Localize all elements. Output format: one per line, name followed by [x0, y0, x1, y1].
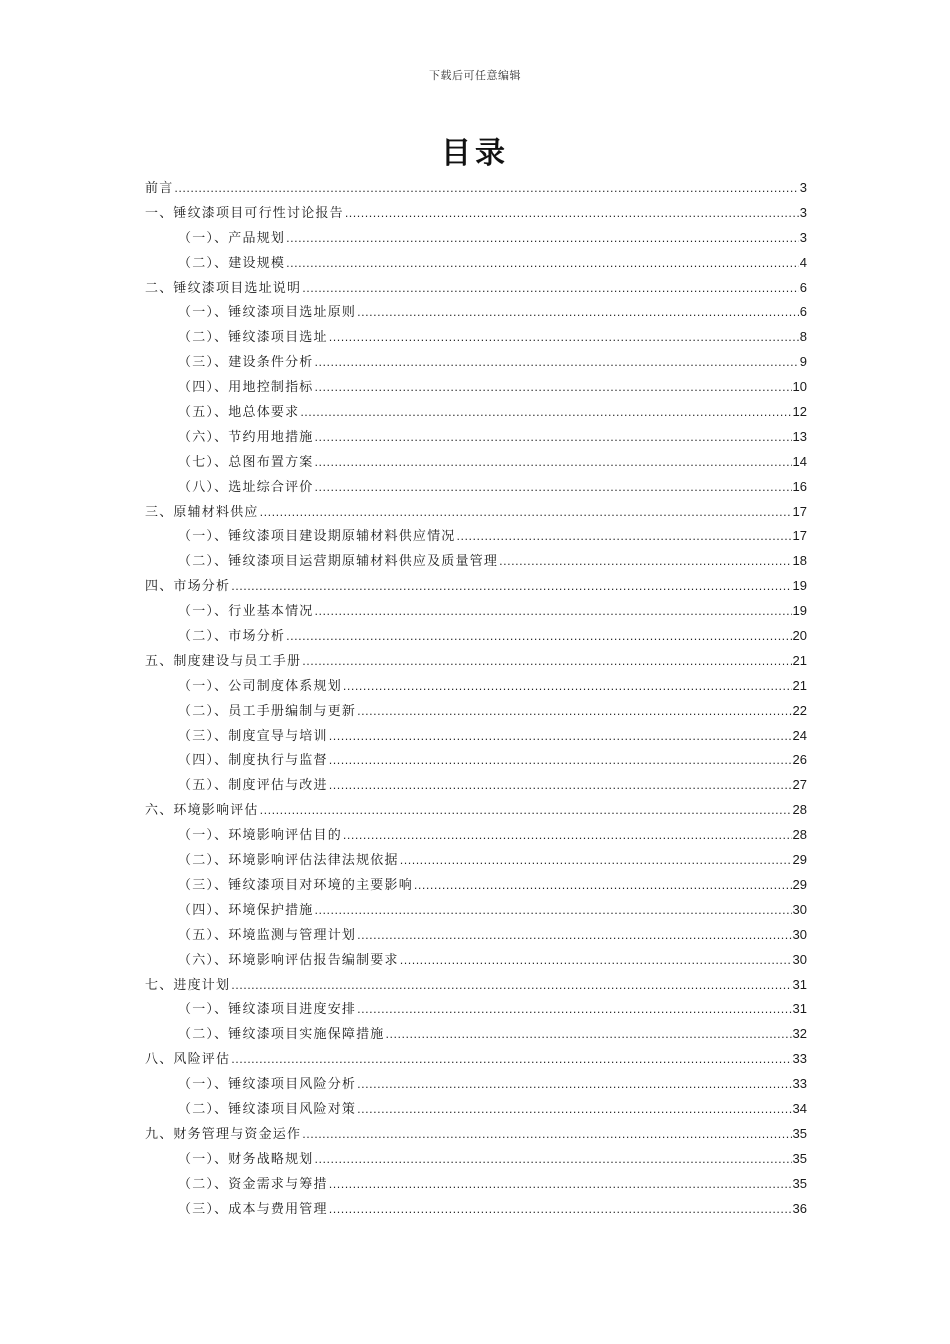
toc-dot-leader — [302, 277, 799, 302]
toc-dot-leader — [315, 476, 792, 501]
toc-entry[interactable] — [145, 948, 807, 973]
toc-entry-label: （二）、环境影响评估法律法规依据 — [178, 853, 399, 869]
toc-entry-page-number: 3 — [799, 204, 807, 220]
toc-entry-page-number: 6 — [799, 279, 807, 295]
toc-entry[interactable] — [145, 823, 807, 848]
toc-entry[interactable] — [145, 699, 807, 724]
toc-entry-label: （二）、员工手册编制与更新 — [178, 703, 357, 719]
toc-entry[interactable] — [145, 450, 807, 475]
toc-entry[interactable] — [145, 1122, 807, 1147]
toc-entry[interactable] — [145, 1147, 807, 1172]
toc-entry[interactable] — [145, 1022, 807, 1047]
toc-dot-leader — [499, 550, 791, 575]
toc-dot-leader — [315, 426, 792, 451]
toc-dot-leader — [457, 525, 792, 550]
toc-entry-page-number: 3 — [799, 229, 807, 245]
toc-entry[interactable] — [145, 574, 807, 599]
toc-dot-leader — [286, 252, 799, 277]
toc-entry-label: （一）、锤纹漆项目风险分析 — [178, 1077, 357, 1093]
toc-entry[interactable] — [145, 375, 807, 400]
toc-entry-page-number: 27 — [792, 777, 807, 793]
toc-dot-leader — [357, 1073, 791, 1098]
toc-entry[interactable] — [145, 226, 807, 251]
toc-entry[interactable] — [145, 674, 807, 699]
toc-entry-label: （四）、用地控制指标 — [178, 380, 314, 396]
toc-entry-label: 六、环境影响评估 — [145, 803, 259, 819]
toc-dot-leader — [343, 675, 792, 700]
toc-dot-leader — [231, 1048, 791, 1073]
toc-entry-page-number: 22 — [792, 702, 807, 718]
toc-entry[interactable] — [145, 1172, 807, 1197]
toc-entry-page-number: 20 — [792, 628, 807, 644]
toc-entry-label: 三、原辅材料供应 — [145, 504, 259, 520]
toc-entry-label: （五）、地总体要求 — [178, 405, 300, 421]
toc-dot-leader — [286, 625, 791, 650]
toc-entry-label: （八）、选址综合评价 — [178, 479, 314, 495]
toc-entry[interactable] — [145, 300, 807, 325]
toc-entry-label: （六）、环境影响评估报告编制要求 — [178, 952, 399, 968]
toc-dot-leader — [302, 650, 791, 675]
toc-entry[interactable] — [145, 923, 807, 948]
toc-entry-page-number: 31 — [792, 1001, 807, 1017]
toc-entry-label: 五、制度建设与员工手册 — [145, 653, 302, 669]
toc-entry-page-number: 34 — [792, 1100, 807, 1116]
toc-entry-page-number: 10 — [792, 379, 807, 395]
toc-entry-label: （一）、公司制度体系规划 — [178, 678, 342, 694]
toc-entry-page-number: 33 — [792, 1076, 807, 1092]
toc-dot-leader — [315, 351, 799, 376]
toc-dot-leader — [343, 824, 792, 849]
toc-entry[interactable] — [145, 549, 807, 574]
toc-dot-leader — [400, 949, 792, 974]
toc-dot-leader — [231, 575, 791, 600]
toc-entry[interactable] — [145, 798, 807, 823]
toc-entry-label: （二）、锤纹漆项目运营期原辅材料供应及质量管理 — [178, 554, 499, 570]
toc-entry[interactable] — [145, 873, 807, 898]
toc-dot-leader — [357, 998, 791, 1023]
toc-dot-leader — [329, 725, 792, 750]
toc-entry[interactable] — [145, 251, 807, 276]
toc-entry-label: （一）、财务战略规划 — [178, 1151, 314, 1167]
toc-entry-label: （二）、锤纹漆项目实施保障措施 — [178, 1027, 385, 1043]
toc-entry[interactable] — [145, 400, 807, 425]
toc-entry-page-number: 9 — [799, 354, 807, 370]
toc-entry-page-number: 8 — [799, 329, 807, 345]
toc-entry-page-number: 17 — [792, 528, 807, 544]
toc-entry-page-number: 21 — [792, 652, 807, 668]
toc-entry[interactable] — [145, 475, 807, 500]
toc-entry[interactable] — [145, 748, 807, 773]
toc-entry-page-number: 28 — [792, 802, 807, 818]
toc-entry-page-number: 6 — [799, 304, 807, 320]
toc-dot-leader — [329, 749, 792, 774]
toc-dot-leader — [329, 326, 799, 351]
toc-entry[interactable] — [145, 176, 807, 201]
toc-dot-leader — [315, 376, 792, 401]
toc-entry[interactable] — [145, 898, 807, 923]
toc-entry-page-number: 36 — [792, 1200, 807, 1216]
toc-dot-leader — [357, 924, 791, 949]
toc-entry-label: （二）、资金需求与筹措 — [178, 1176, 328, 1192]
toc-entry-label: （一）、锤纹漆项目进度安排 — [178, 1002, 357, 1018]
toc-entry-label: （一）、环境影响评估目的 — [178, 828, 342, 844]
toc-entry-label: （一）、行业基本情况 — [178, 604, 314, 620]
toc-entry-label: （五）、制度评估与改进 — [178, 778, 328, 794]
toc-entry-page-number: 35 — [792, 1125, 807, 1141]
toc-entry[interactable] — [145, 599, 807, 624]
toc-entry-page-number: 16 — [792, 478, 807, 494]
toc-entry[interactable] — [145, 1047, 807, 1072]
toc-entry-page-number: 33 — [792, 1051, 807, 1067]
toc-entry-label: （二）、市场分析 — [178, 629, 286, 645]
toc-dot-leader — [315, 1148, 792, 1173]
toc-entry-label: 前言 — [145, 181, 174, 196]
toc-dot-leader — [260, 799, 792, 824]
toc-dot-leader — [315, 899, 792, 924]
toc-entry-label: （五）、环境监测与管理计划 — [178, 927, 357, 943]
toc-entry[interactable] — [145, 425, 807, 450]
toc-entry[interactable] — [145, 1072, 807, 1097]
toc-entry-label: 四、市场分析 — [145, 579, 231, 595]
toc-entry-label: （四）、环境保护措施 — [178, 902, 314, 918]
toc-entry-page-number: 21 — [792, 677, 807, 693]
toc-dot-leader — [329, 1173, 792, 1198]
toc-entry-label: 九、财务管理与资金运作 — [145, 1126, 302, 1142]
toc-entry-label: （一）、产品规划 — [178, 230, 286, 246]
toc-dot-leader — [300, 401, 791, 426]
toc-entry[interactable] — [145, 773, 807, 798]
toc-entry-page-number: 18 — [792, 553, 807, 569]
toc-entry-page-number: 26 — [792, 752, 807, 768]
toc-dot-leader — [357, 301, 799, 326]
toc-entry-label: （三）、成本与费用管理 — [178, 1201, 328, 1217]
toc-entry[interactable] — [145, 350, 807, 375]
toc-entry-page-number: 17 — [792, 503, 807, 519]
toc-entry[interactable] — [145, 649, 807, 674]
toc-entry-label: 八、风险评估 — [145, 1052, 231, 1068]
toc-entry-page-number: 30 — [792, 901, 807, 917]
toc-entry-page-number: 31 — [792, 976, 807, 992]
page-title: 目录 — [441, 136, 509, 171]
toc-entry-page-number: 3 — [799, 180, 807, 195]
toc-entry-page-number: 19 — [792, 603, 807, 619]
toc-entry-page-number: 29 — [792, 876, 807, 892]
toc-dot-leader — [357, 1098, 791, 1123]
toc-entry-page-number: 4 — [799, 254, 807, 270]
toc-entry-label: 二、锤纹漆项目选址说明 — [145, 280, 302, 296]
toc-entry-label: （七）、总图布置方案 — [178, 454, 314, 470]
toc-dot-leader — [231, 974, 791, 999]
toc-dot-leader — [260, 501, 792, 526]
toc-dot-leader — [329, 774, 792, 799]
toc-entry-page-number: 14 — [792, 453, 807, 469]
toc-entry-label: （二）、锤纹漆项目风险对策 — [178, 1101, 357, 1117]
toc-dot-leader — [386, 1023, 792, 1048]
toc-entry-page-number: 19 — [792, 578, 807, 594]
toc-entry[interactable] — [145, 201, 807, 226]
toc-entry[interactable] — [145, 500, 807, 525]
toc-entry[interactable] — [145, 973, 807, 998]
toc-entry-page-number: 13 — [792, 428, 807, 444]
toc-entry-page-number: 32 — [792, 1026, 807, 1042]
toc-entry-label: 一、锤纹漆项目可行性讨论报告 — [145, 205, 344, 221]
toc-entry-page-number: 30 — [792, 926, 807, 942]
toc-dot-leader — [329, 1198, 792, 1223]
toc-dot-leader — [357, 700, 791, 725]
toc-dot-leader — [315, 600, 792, 625]
toc-dot-leader — [345, 202, 799, 227]
toc-entry[interactable] — [145, 276, 807, 301]
toc-entry-label: （三）、建设条件分析 — [178, 355, 314, 371]
toc-entry-label: （二）、建设规模 — [178, 255, 286, 271]
toc-dot-leader — [302, 1123, 791, 1148]
toc-dot-leader — [174, 177, 798, 202]
toc-entry-page-number: 30 — [792, 951, 807, 967]
toc-entry-page-number: 28 — [792, 827, 807, 843]
toc-entry-label: （六）、节约用地措施 — [178, 429, 314, 445]
toc-entry-page-number: 12 — [792, 404, 807, 420]
header-note: 下载后可任意编辑 — [429, 69, 521, 82]
toc-entry-label: 七、进度计划 — [145, 977, 231, 993]
toc-entry-page-number: 35 — [792, 1150, 807, 1166]
toc-dot-leader — [414, 874, 792, 899]
toc-entry-page-number: 35 — [792, 1175, 807, 1191]
toc-entry-label: （二）、锤纹漆项目选址 — [178, 330, 328, 346]
toc-entry-label: （一）、锤纹漆项目选址原则 — [178, 305, 357, 321]
table-of-contents — [145, 176, 807, 1221]
toc-entry-label: （三）、锤纹漆项目对环境的主要影响 — [178, 877, 413, 893]
toc-entry[interactable] — [145, 1197, 807, 1222]
toc-entry[interactable] — [145, 524, 807, 549]
toc-entry-label: （一）、锤纹漆项目建设期原辅材料供应情况 — [178, 529, 456, 545]
toc-entry-page-number: 24 — [792, 727, 807, 743]
toc-entry[interactable] — [145, 997, 807, 1022]
toc-entry-page-number: 29 — [792, 852, 807, 868]
toc-entry[interactable] — [145, 1097, 807, 1122]
toc-dot-leader — [400, 849, 792, 874]
toc-entry[interactable] — [145, 724, 807, 749]
toc-dot-leader — [315, 451, 792, 476]
toc-entry-label: （四）、制度执行与监督 — [178, 753, 328, 769]
toc-entry[interactable] — [145, 325, 807, 350]
toc-entry[interactable] — [145, 624, 807, 649]
toc-entry[interactable] — [145, 848, 807, 873]
toc-dot-leader — [286, 227, 799, 252]
toc-entry-label: （三）、制度宣导与培训 — [178, 728, 328, 744]
